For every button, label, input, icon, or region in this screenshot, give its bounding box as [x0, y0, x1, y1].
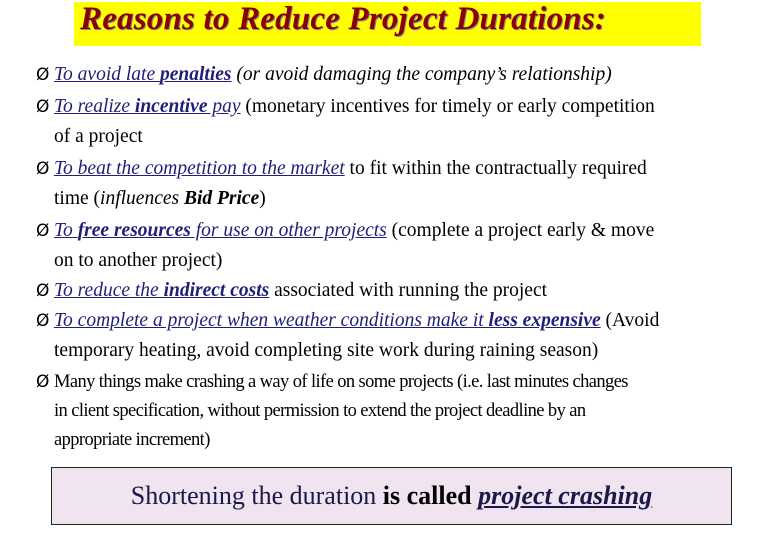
bullet-text: (or avoid damaging the company’s relationship)	[231, 64, 612, 85]
arrow-bullet-icon: Ø	[36, 97, 50, 117]
bullet-text: influences	[100, 188, 184, 209]
bullet-text: to fit within the contractually required	[344, 158, 647, 179]
bullet-text: in client specification, without permission to extend the project deadline by an	[54, 401, 586, 421]
bullet-text: (monetary incentives for timely or early competition	[240, 96, 655, 117]
bullet-item	[36, 60, 780, 90]
bullet-item	[36, 306, 780, 366]
bullet-text: To complete a project when weather conditions make it	[54, 310, 489, 331]
bullet-text: time (	[54, 188, 101, 209]
bullet-text: pay	[207, 96, 241, 117]
summary-box	[51, 467, 732, 525]
bullet-list	[36, 60, 780, 455]
bullet-keyword: less expensive	[488, 310, 601, 331]
bullet-text: To reduce the	[54, 280, 164, 301]
arrow-bullet-icon: Ø	[36, 311, 50, 331]
bullet-text: of a project	[54, 126, 143, 147]
bullet-item	[36, 276, 780, 306]
arrow-bullet-icon: Ø	[36, 221, 50, 241]
arrow-bullet-icon: Ø	[36, 65, 50, 85]
bullet-keyword: indirect costs	[163, 280, 270, 301]
bullet-keyword: incentive	[134, 96, 208, 117]
bullet-text: To avoid late	[54, 64, 160, 85]
bullet-item	[36, 154, 780, 214]
bullet-text: on to another project)	[54, 250, 223, 271]
bullet-item	[36, 368, 780, 455]
page-title: Reasons to Reduce Project Durations:	[80, 1, 607, 37]
bullet-text: To beat the competition to the market	[54, 158, 345, 179]
project-crashing-link[interactable]: project crashing	[478, 481, 653, 510]
bullet-text: (complete a project early & move	[386, 220, 655, 241]
bullet-text: temporary heating, avoid completing site work during raining season)	[54, 340, 599, 361]
bullet-text: appropriate increment)	[54, 430, 210, 450]
bullet-text: Many things make crashing a way of life on some projects (i.e. last minutes changes	[54, 372, 628, 392]
arrow-bullet-icon: Ø	[36, 281, 50, 301]
bullet-keyword: Bid Price	[183, 188, 260, 209]
arrow-bullet-icon: Ø	[36, 159, 50, 179]
summary-connector: is called	[382, 481, 479, 510]
bullet-text: To realize	[54, 96, 135, 117]
bullet-text: (Avoid	[600, 310, 660, 331]
bullet-keyword: free resources	[77, 220, 191, 241]
summary-lead: Shortening the duration	[130, 481, 383, 510]
bullet-text: associated with running the project	[269, 280, 548, 301]
bullet-item	[36, 92, 780, 152]
bullet-text: To	[54, 220, 78, 241]
arrow-bullet-icon: Ø	[36, 372, 49, 392]
bullet-item	[36, 216, 780, 276]
bullet-text: )	[259, 188, 266, 209]
bullet-text: for use on other projects	[190, 220, 387, 241]
summary-text	[131, 481, 652, 511]
bullet-keyword: penalties	[160, 64, 232, 85]
